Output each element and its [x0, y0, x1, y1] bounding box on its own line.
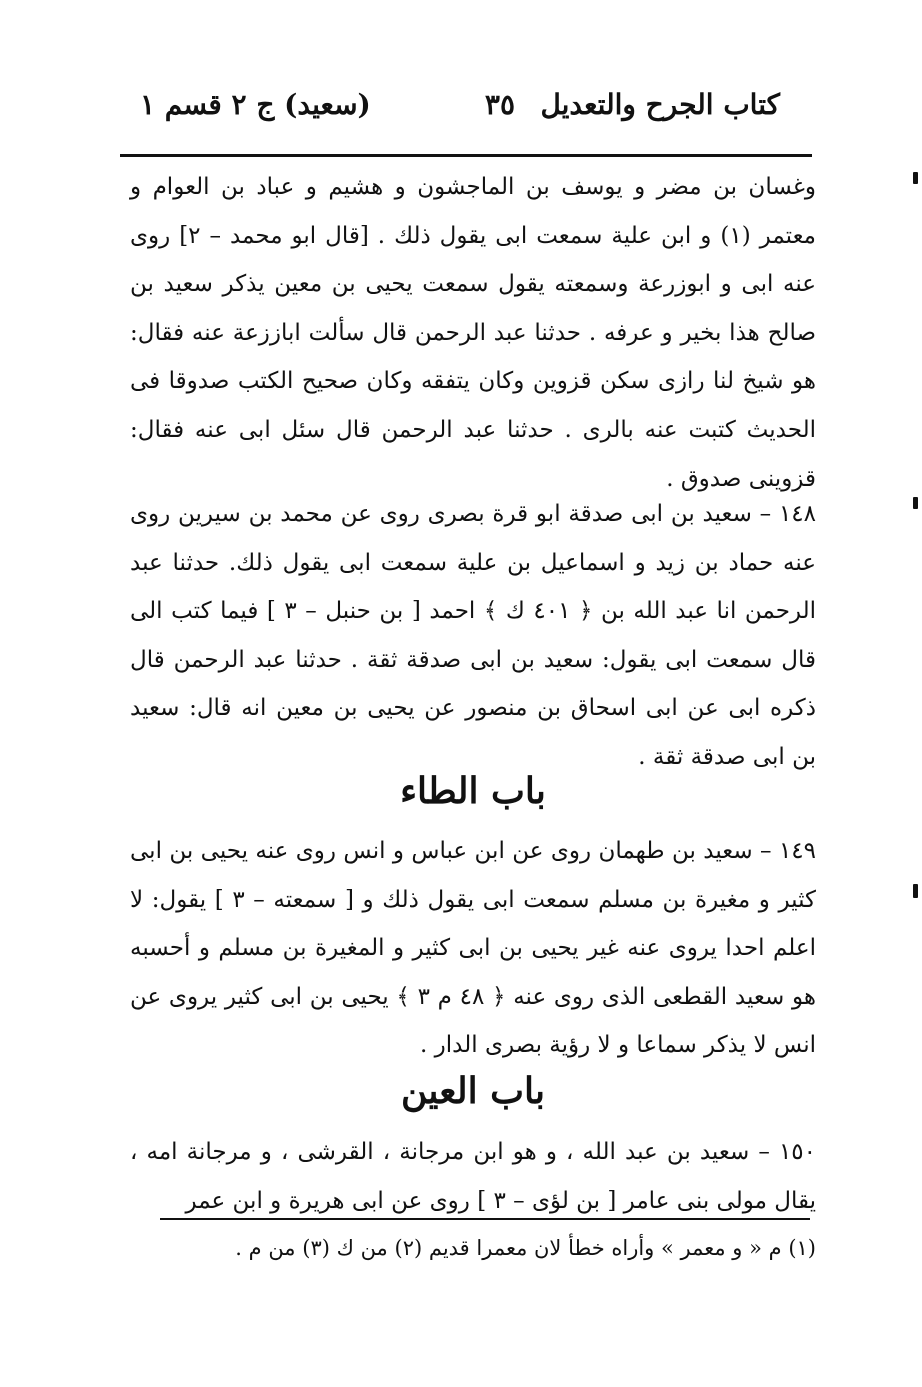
margin-mark [913, 497, 918, 509]
entry-continuation [130, 163, 816, 503]
running-header [140, 88, 780, 138]
chapter-heading-ayn: باب العين [400, 1070, 546, 1112]
chapter-heading-ta: باب الطاء [400, 770, 546, 812]
entry-148 [130, 490, 816, 782]
entry-150-text: ١٥٠ – سعيد بن عبد الله ، و هو ابن مرجانة ، القرشى ، و مرجانة امه ، يقال مولى بنى عامر [ بن لؤى – ٣ ] روى عن ابى هريرة و ابن عمر [130, 1139, 816, 1214]
header-rule [120, 154, 812, 157]
footnote-rule [160, 1218, 810, 1220]
section-indicator: (سعيد) ج ٢ قسم ١ [140, 88, 371, 121]
footnote: (١) م « و معمر » وأراه خطأ لان معمرا قديم (٢) من ك (٣) من م . [235, 1236, 816, 1260]
page-number: ٣٥ [484, 88, 515, 121]
margin-mark [913, 884, 918, 898]
margin-mark [913, 172, 918, 184]
entry-continuation-text: وغسان بن مضر و يوسف بن الماجشون و هشيم و عباد بن العوام و معتمر (١) و ابن علية سمعت ابى يقول ذلك . [قال ابو محمد – ٢] روى عنه ابى و ابوزرعة وسمعته يقول سمعت يحيى بن معين يذكر سعيد بن صالح هذا بخير و عرفه . حدثنا عبد الرحمن قال سألت اباززعة عنه فقال: هو شيخ لنا رازى سكن قزوين وكان يتفقه وكان صحيح الكتب صدوقا فى الحديث كتبت عنه بالرى . حدثنا عبد الرحمن قال سئل ابى عنه فقال: قزوينى صدوق . [130, 174, 816, 492]
entry-149-text: ١٤٩ – سعيد بن طهمان روى عن ابن عباس و انس روى عنه يحيى بن ابى كثير و مغيرة بن مسلم سمعت ابى يقول ذلك و [ سمعته – ٣ ] يقول: لا اعلم احدا يروى عنه غير يحيى بن ابى كثير و المغيرة بن مسلم و أحسبه هو سعيد القطعى الذى روى عنه ﴿ ٤٨ م ٣ ﴾ يحيى بن ابى كثير يروى عن انس لا يذكر سماعا و لا رؤية بصرى الدار . [130, 838, 816, 1059]
book-title: كتاب الجرح والتعديل [540, 88, 780, 121]
entry-150 [130, 1128, 816, 1225]
entry-149 [130, 827, 816, 1070]
entry-148-text: ١٤٨ – سعيد بن ابى صدقة ابو قرة بصرى روى عن محمد بن سيرين روى عنه حماد بن زيد و اسماعيل بن علية سمعت ابى يقول ذلك. حدثنا عبد الرحمن انا عبد الله بن ﴿ ٤٠١ ك ﴾ احمد [ بن حنبل – ٣ ] فيما كتب الى قال سمعت ابى يقول: سعيد بن ابى صدقة ثقة . حدثنا عبد الرحمن قال ذكره ابى عن ابى اسحاق بن منصور عن يحيى بن معين انه قال: سعيد بن ابى صدقة ثقة . [130, 501, 817, 770]
